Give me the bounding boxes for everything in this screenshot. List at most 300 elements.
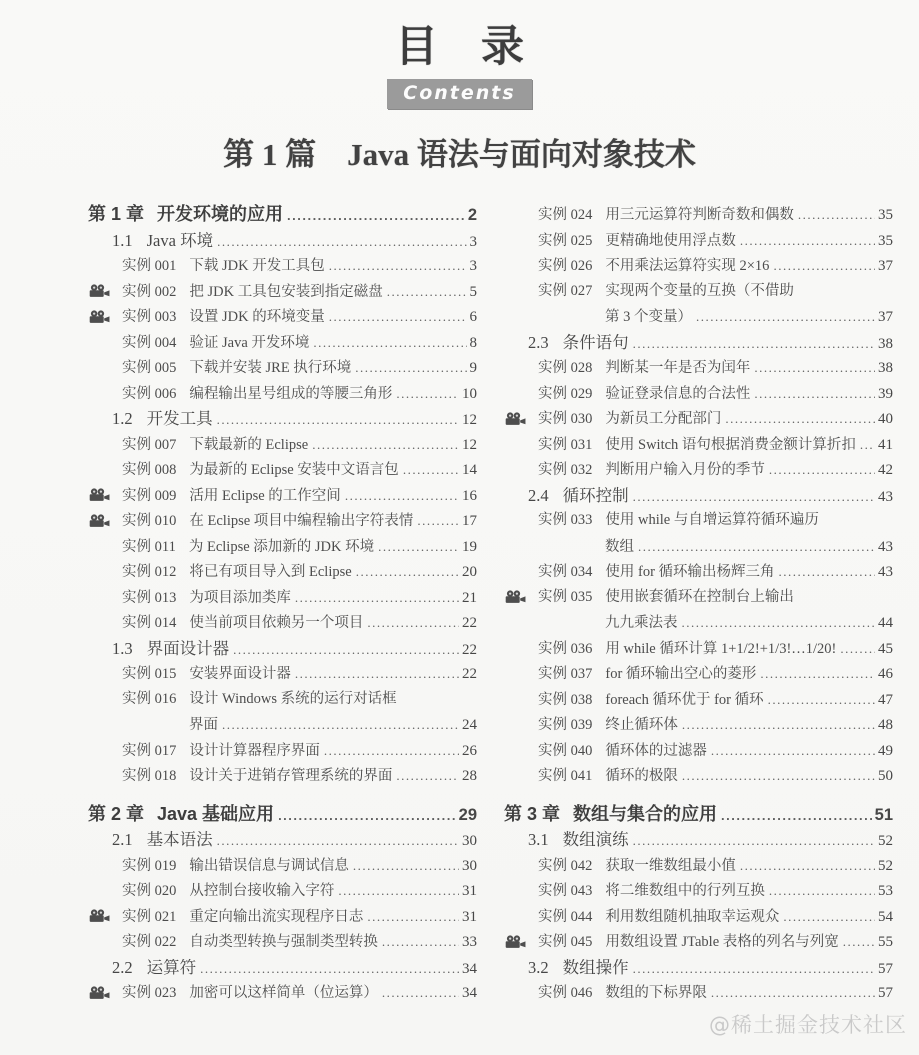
toc-item-number: 实例 004 xyxy=(122,334,177,351)
page-number: 30 xyxy=(462,833,477,849)
toc-item-number: 实例 033 xyxy=(538,512,593,528)
dot-leader xyxy=(769,457,875,483)
toc-row-continuation xyxy=(504,610,893,636)
page-number: 55 xyxy=(878,934,893,950)
page-number: 40 xyxy=(878,411,893,427)
toc-row-entry xyxy=(504,738,893,764)
toc-row-chapter xyxy=(88,202,477,228)
toc-row-entry xyxy=(504,929,893,955)
page-number: 22 xyxy=(462,666,477,682)
toc-item-number: 实例 003 xyxy=(122,309,177,325)
toc-row-entry xyxy=(504,228,893,254)
toc-item-title: 数组操作 xyxy=(562,957,629,977)
toc-row-entry xyxy=(504,636,893,662)
toc-row-entry xyxy=(88,432,477,458)
toc-item-title: 数组的下标界限 xyxy=(605,985,707,1001)
page-number: 28 xyxy=(462,768,477,784)
toc-item-number: 实例 025 xyxy=(538,232,593,249)
video-camera-icon xyxy=(504,590,538,604)
page-number: 49 xyxy=(878,742,893,759)
toc-item-number: 实例 040 xyxy=(538,742,593,759)
toc-item-title: 循环体的过滤器 xyxy=(605,742,707,759)
dot-leader xyxy=(696,304,875,330)
dot-leader xyxy=(754,381,875,407)
page-number: 34 xyxy=(462,985,477,1001)
toc-item-title: 设计计算器程序界面 xyxy=(189,742,320,759)
toc-row-section xyxy=(88,406,477,432)
toc-item-title: 编程输出星号组成的等腰三角形 xyxy=(189,385,393,402)
toc-item-number: 实例 037 xyxy=(538,666,593,682)
page-number: 22 xyxy=(462,641,477,658)
toc-item-number: 实例 012 xyxy=(122,564,177,580)
dot-leader xyxy=(682,610,876,636)
video-camera-icon xyxy=(88,284,122,298)
toc-row-entry xyxy=(504,432,893,458)
dot-leader xyxy=(287,203,465,229)
toc-item-number: 实例 027 xyxy=(538,282,593,299)
page-number: 2 xyxy=(467,206,477,224)
dot-leader xyxy=(860,432,875,458)
toc-item-title: 为新员工分配部门 xyxy=(605,411,722,427)
toc-item-title: 条件语句 xyxy=(562,332,629,352)
dot-leader xyxy=(367,904,459,930)
toc-item-number: 3.2 xyxy=(528,957,549,977)
toc-item-number: 实例 038 xyxy=(538,691,593,708)
toc-item-title: 使用 while 与自增运算符循环遍历 xyxy=(605,512,819,528)
page-number: 44 xyxy=(878,615,893,631)
toc-item-title: 将已有项目导入到 Eclipse xyxy=(189,564,352,580)
toc-row-entry xyxy=(88,483,477,509)
dot-leader xyxy=(682,763,875,789)
toc-item-number: 1.3 xyxy=(112,638,133,658)
toc-item-title: 设计关于进销存管理系统的界面 xyxy=(189,768,393,784)
toc-item-number: 1.2 xyxy=(112,409,133,428)
toc-row-entry xyxy=(88,687,477,713)
dot-leader xyxy=(295,585,459,611)
toc-item-number: 第 3 章 xyxy=(504,803,561,824)
dot-leader xyxy=(773,253,875,279)
toc-row-entry xyxy=(88,661,477,687)
dot-leader xyxy=(740,853,875,879)
toc-item-title: 使当前项目依赖另一个项目 xyxy=(189,615,364,631)
toc-item-title: 数组演练 xyxy=(562,830,629,849)
toc-item-title: 界面设计器 xyxy=(146,638,230,658)
page-number: 46 xyxy=(878,666,893,682)
page-number: 45 xyxy=(878,640,893,657)
page-number: 43 xyxy=(878,538,893,555)
toc-item-title: 基本语法 xyxy=(146,830,213,849)
dot-leader xyxy=(295,661,459,687)
toc-item-title: 循环控制 xyxy=(562,485,629,505)
toc-item-title: 自动类型转换与强制类型转换 xyxy=(189,934,378,950)
toc-item-number: 实例 042 xyxy=(538,857,593,874)
toc-item-title: 把 JDK 工具包安装到指定磁盘 xyxy=(189,283,383,300)
toc-row-entry xyxy=(88,585,477,611)
toc-item-title-continued: 界面 xyxy=(189,717,218,733)
toc-item-title: 验证 Java 开发环境 xyxy=(189,334,310,351)
page-number: 34 xyxy=(462,960,477,977)
toc-row-section xyxy=(88,636,477,662)
toc-item-number: 实例 021 xyxy=(122,908,177,925)
toc-item-title: 使用嵌套循环在控制台上输出 xyxy=(605,588,794,605)
toc-row-entry xyxy=(88,253,477,279)
toc-item-title: 验证登录信息的合法性 xyxy=(605,385,751,402)
dot-leader xyxy=(711,980,875,1006)
toc-item-title-continued: 数组 xyxy=(605,538,634,555)
toc-row-entry xyxy=(88,878,477,904)
toc-row-chapter xyxy=(504,802,893,828)
page-number: 54 xyxy=(878,908,893,925)
dot-leader xyxy=(382,929,459,955)
page-number: 33 xyxy=(462,934,477,950)
page-number: 39 xyxy=(878,385,893,402)
toc-row-entry xyxy=(504,406,893,432)
page-number: 48 xyxy=(878,717,893,733)
toc-row-entry xyxy=(88,457,477,483)
page-number: 16 xyxy=(462,487,477,504)
toc-row-entry xyxy=(504,202,893,228)
page-number: 38 xyxy=(878,335,893,352)
toc-row-entry xyxy=(88,610,477,636)
toc-row-entry xyxy=(88,508,477,534)
toc-item-number: 实例 034 xyxy=(538,564,593,580)
toc-item-number: 实例 010 xyxy=(122,513,177,529)
toc-item-title: 在 Eclipse 项目中编程输出字符表情 xyxy=(189,513,414,529)
toc-item-title: 将二维数组中的行列互换 xyxy=(605,883,765,899)
toc-item-number: 实例 044 xyxy=(538,908,593,925)
toc-row-entry xyxy=(504,763,893,789)
toc-row-entry xyxy=(88,980,477,1006)
toc-item-number: 实例 026 xyxy=(538,258,593,274)
toc-row-entry xyxy=(88,330,477,356)
dot-leader xyxy=(329,304,467,330)
toc-item-number: 实例 036 xyxy=(538,640,593,657)
toc-item-title: 循环的极限 xyxy=(605,768,678,784)
dot-leader xyxy=(338,878,459,904)
toc-row-section xyxy=(504,330,893,356)
toc-columns xyxy=(0,202,919,1006)
toc-item-number: 实例 017 xyxy=(122,742,177,759)
toc-item-title: 下载并安装 JRE 执行环境 xyxy=(189,360,352,376)
toc-row-section xyxy=(504,483,893,509)
toc-item-title: 利用数组随机抽取幸运观众 xyxy=(605,908,780,925)
page-number: 47 xyxy=(878,691,893,708)
dot-leader xyxy=(633,484,875,510)
dot-leader xyxy=(754,355,875,381)
toc-item-number: 实例 041 xyxy=(538,768,593,784)
toc-item-number: 实例 008 xyxy=(122,462,177,478)
toc-row-entry xyxy=(504,904,893,930)
page-number: 43 xyxy=(878,488,893,505)
dot-leader xyxy=(403,457,459,483)
video-camera-icon xyxy=(504,412,538,426)
toc-row-entry xyxy=(504,853,893,879)
page-number: 57 xyxy=(878,985,893,1001)
toc-item-title: 使用 Switch 语句根据消费金额计算折扣 xyxy=(605,436,856,453)
toc-item-title: 下载最新的 Eclipse xyxy=(189,436,309,453)
toc-item-title: Java 环境 xyxy=(146,230,214,250)
toc-row-entry xyxy=(504,559,893,585)
toc-row-entry xyxy=(504,457,893,483)
dot-leader xyxy=(633,828,875,854)
toc-item-number: 2.4 xyxy=(528,485,549,505)
toc-item-title: 用数组设置 JTable 表格的列名与列宽 xyxy=(605,934,839,950)
page-number: 51 xyxy=(874,805,893,824)
toc-item-number: 实例 028 xyxy=(538,360,593,376)
toc-item-title: 重定向输出流实现程序日志 xyxy=(189,908,364,925)
video-camera-icon xyxy=(504,935,538,949)
page-number: 41 xyxy=(878,436,893,453)
toc-item-title: 为项目添加类库 xyxy=(189,589,291,606)
toc-item-number: 实例 024 xyxy=(538,207,593,223)
toc-item-title: 判断某一年是否为闰年 xyxy=(605,360,751,376)
toc-item-title: 运算符 xyxy=(146,957,197,977)
toc-item-number: 实例 007 xyxy=(122,436,177,453)
toc-item-title: 判断用户输入月份的季节 xyxy=(605,462,765,478)
toc-row-chapter xyxy=(88,802,477,828)
page-number: 3 xyxy=(469,258,477,274)
toc-item-title: foreach 循环优于 for 循环 xyxy=(605,691,764,708)
dot-leader xyxy=(345,483,459,509)
toc-row-entry xyxy=(88,853,477,879)
page-number: 57 xyxy=(878,960,893,977)
toc-item-title: 加密可以这样简单（位运算） xyxy=(189,985,378,1001)
page-number: 53 xyxy=(878,883,893,899)
toc-row-entry xyxy=(504,253,893,279)
page-number: 42 xyxy=(878,462,893,478)
toc-item-number: 实例 039 xyxy=(538,717,593,733)
dot-leader xyxy=(217,828,459,854)
page-number: 5 xyxy=(469,283,477,300)
toc-item-number: 实例 043 xyxy=(538,883,593,899)
toc-item-title: 数组与集合的应用 xyxy=(573,803,718,824)
dot-leader xyxy=(324,738,459,764)
toc-item-title-continued: 九九乘法表 xyxy=(605,615,678,631)
toc-item-number: 实例 046 xyxy=(538,985,593,1001)
dot-leader xyxy=(356,559,459,585)
toc-row-entry xyxy=(504,355,893,381)
page-number: 24 xyxy=(462,717,477,733)
dot-leader xyxy=(313,330,466,356)
toc-item-number: 实例 016 xyxy=(122,690,177,707)
dot-leader xyxy=(633,956,875,982)
dot-leader xyxy=(382,980,459,1006)
toc-item-number: 实例 029 xyxy=(538,385,593,402)
dot-leader xyxy=(355,355,466,381)
toc-item-title: 开发工具 xyxy=(146,409,213,428)
toc-row-entry xyxy=(88,381,477,407)
dot-leader xyxy=(721,803,872,829)
page-number: 20 xyxy=(462,564,477,580)
video-camera-icon xyxy=(88,909,122,923)
dot-leader xyxy=(378,534,459,560)
page-number: 14 xyxy=(462,462,477,478)
dot-leader xyxy=(798,202,875,228)
toc-item-number: 实例 001 xyxy=(122,258,177,274)
toc-item-number: 实例 005 xyxy=(122,360,177,376)
video-camera-icon xyxy=(88,310,122,324)
page-number: 52 xyxy=(878,857,893,874)
toc-row-section xyxy=(88,228,477,254)
dot-leader xyxy=(387,279,467,305)
toc-item-number: 实例 011 xyxy=(122,538,176,555)
dot-leader xyxy=(312,432,459,458)
dot-leader xyxy=(769,878,875,904)
toc-item-number: 实例 020 xyxy=(122,883,177,899)
dot-leader xyxy=(329,253,467,279)
toc-item-number: 实例 032 xyxy=(538,462,593,478)
dot-leader xyxy=(840,636,875,662)
page-number: 17 xyxy=(462,513,477,529)
toc-item-title: 终止循环体 xyxy=(605,717,678,733)
toc-row-entry xyxy=(88,738,477,764)
dot-leader xyxy=(768,687,875,713)
toc-item-number: 第 2 章 xyxy=(88,803,145,824)
dot-leader xyxy=(367,610,459,636)
toc-row-entry xyxy=(88,355,477,381)
toc-item-title: 设计 Windows 系统的运行对话框 xyxy=(189,690,397,707)
toc-row-entry xyxy=(88,904,477,930)
dot-leader xyxy=(725,406,875,432)
toc-item-title: 下载 JDK 开发工具包 xyxy=(189,258,325,274)
toc-item-title: 从控制台接收输入字符 xyxy=(189,883,335,899)
toc-row-entry xyxy=(504,381,893,407)
toc-item-number: 实例 030 xyxy=(538,411,593,427)
dot-leader xyxy=(783,904,875,930)
toc-item-title: 输出错误信息与调试信息 xyxy=(189,857,349,874)
toc-item-number: 2.2 xyxy=(112,957,133,977)
dot-leader xyxy=(217,229,466,255)
toc-item-number: 实例 015 xyxy=(122,666,177,682)
toc-item-title: 为 Eclipse 添加新的 JDK 环境 xyxy=(188,538,375,555)
page-header xyxy=(0,0,919,109)
page-number: 19 xyxy=(462,538,477,555)
page-number: 12 xyxy=(462,436,477,453)
page-number: 37 xyxy=(878,309,893,325)
toc-row-entry xyxy=(504,687,893,713)
page-number: 35 xyxy=(878,232,893,249)
toc-item-number: 实例 035 xyxy=(538,588,593,605)
toc-item-number: 第 1 章 xyxy=(88,204,145,224)
toc-item-number: 实例 014 xyxy=(122,615,177,631)
page-number: 9 xyxy=(469,360,477,376)
toc-item-title: 用三元运算符判断奇数和偶数 xyxy=(605,207,794,223)
toc-item-number: 实例 031 xyxy=(538,436,593,453)
toc-row-continuation xyxy=(504,304,893,330)
toc-item-number: 实例 022 xyxy=(122,934,177,950)
toc-item-number: 实例 045 xyxy=(538,934,593,950)
toc-item-number: 实例 002 xyxy=(122,283,177,300)
dot-leader xyxy=(711,738,875,764)
part-heading: 第 1 篇 Java 语法与面向对象技术 xyxy=(223,137,696,172)
toc-item-number: 实例 006 xyxy=(122,385,177,402)
toc-item-title: 用 while 循环计算 1+1/2!+1/3!…1/20! xyxy=(605,640,837,657)
toc-row-section xyxy=(88,827,477,853)
dot-leader xyxy=(396,763,459,789)
toc-row-entry xyxy=(88,279,477,305)
page-number: 37 xyxy=(878,258,893,274)
page-number: 3 xyxy=(469,233,477,250)
page-number: 31 xyxy=(462,908,477,925)
page-number: 31 xyxy=(462,883,477,899)
page-number: 35 xyxy=(878,207,893,223)
toc-item-title: for 循环输出空心的菱形 xyxy=(605,666,757,682)
dot-leader xyxy=(682,712,875,738)
toc-row-entry xyxy=(504,878,893,904)
toc-item-number: 实例 013 xyxy=(122,589,177,606)
dot-leader xyxy=(353,853,459,879)
dot-leader xyxy=(278,803,456,829)
page-number: 50 xyxy=(878,768,893,784)
toc-row-entry xyxy=(88,304,477,330)
toc-item-title: 不用乘法运算符实现 2×16 xyxy=(605,258,770,274)
toc-column-right xyxy=(504,202,893,1006)
toc-item-title: 活用 Eclipse 的工作空间 xyxy=(189,487,341,504)
page-number: 52 xyxy=(878,833,893,849)
dot-leader xyxy=(779,559,875,585)
toc-row-entry xyxy=(504,279,893,305)
toc-item-number: 3.1 xyxy=(528,830,549,849)
toc-item-number: 2.3 xyxy=(528,332,549,352)
dot-leader xyxy=(200,956,459,982)
page-number: 10 xyxy=(462,385,477,402)
toc-item-title: 获取一维数组最小值 xyxy=(605,857,736,874)
dot-leader xyxy=(633,331,875,357)
toc-item-title: 安装界面设计器 xyxy=(189,666,291,682)
toc-item-number: 实例 023 xyxy=(122,985,177,1001)
page-number: 22 xyxy=(462,615,477,631)
dot-leader xyxy=(396,381,459,407)
page-number: 38 xyxy=(878,360,893,376)
toc-row-entry xyxy=(504,712,893,738)
page-number: 29 xyxy=(458,805,477,824)
contents-badge: Contents xyxy=(387,79,531,109)
dot-leader xyxy=(843,929,875,955)
toc-item-title: 设置 JDK 的环境变量 xyxy=(189,309,325,325)
toc-row-continuation xyxy=(504,534,893,560)
dot-leader xyxy=(417,508,459,534)
page-title: 目 录 xyxy=(395,24,524,71)
video-camera-icon xyxy=(88,488,122,502)
toc-row-section xyxy=(504,955,893,981)
toc-item-title: 实现两个变量的互换（不借助 xyxy=(605,282,794,299)
dot-leader xyxy=(222,712,459,738)
toc-row-section xyxy=(88,955,477,981)
toc-item-number: 2.1 xyxy=(112,830,133,849)
toc-row-entry xyxy=(504,661,893,687)
toc-item-title: Java 基础应用 xyxy=(157,803,275,824)
video-camera-icon xyxy=(88,514,122,528)
page-number: 30 xyxy=(462,857,477,874)
toc-row-entry xyxy=(504,980,893,1006)
page-number: 21 xyxy=(462,589,477,606)
toc-row-entry xyxy=(88,559,477,585)
toc-item-title-continued: 第 3 个变量） xyxy=(605,309,692,325)
toc-item-number: 实例 018 xyxy=(122,768,177,784)
toc-item-number: 实例 009 xyxy=(122,487,177,504)
toc-row-entry xyxy=(504,508,893,534)
toc-row-entry xyxy=(504,585,893,611)
toc-row-entry xyxy=(88,929,477,955)
toc-item-title: 使用 for 循环输出杨辉三角 xyxy=(605,564,775,580)
page-number: 12 xyxy=(462,412,477,428)
dot-leader xyxy=(760,661,875,687)
page-number: 8 xyxy=(469,334,477,351)
dot-leader xyxy=(740,228,875,254)
toc-item-title: 为最新的 Eclipse 安装中文语言包 xyxy=(189,462,399,478)
toc-item-number: 实例 019 xyxy=(122,857,177,874)
watermark: @稀土掘金技术社区 xyxy=(709,1013,907,1037)
